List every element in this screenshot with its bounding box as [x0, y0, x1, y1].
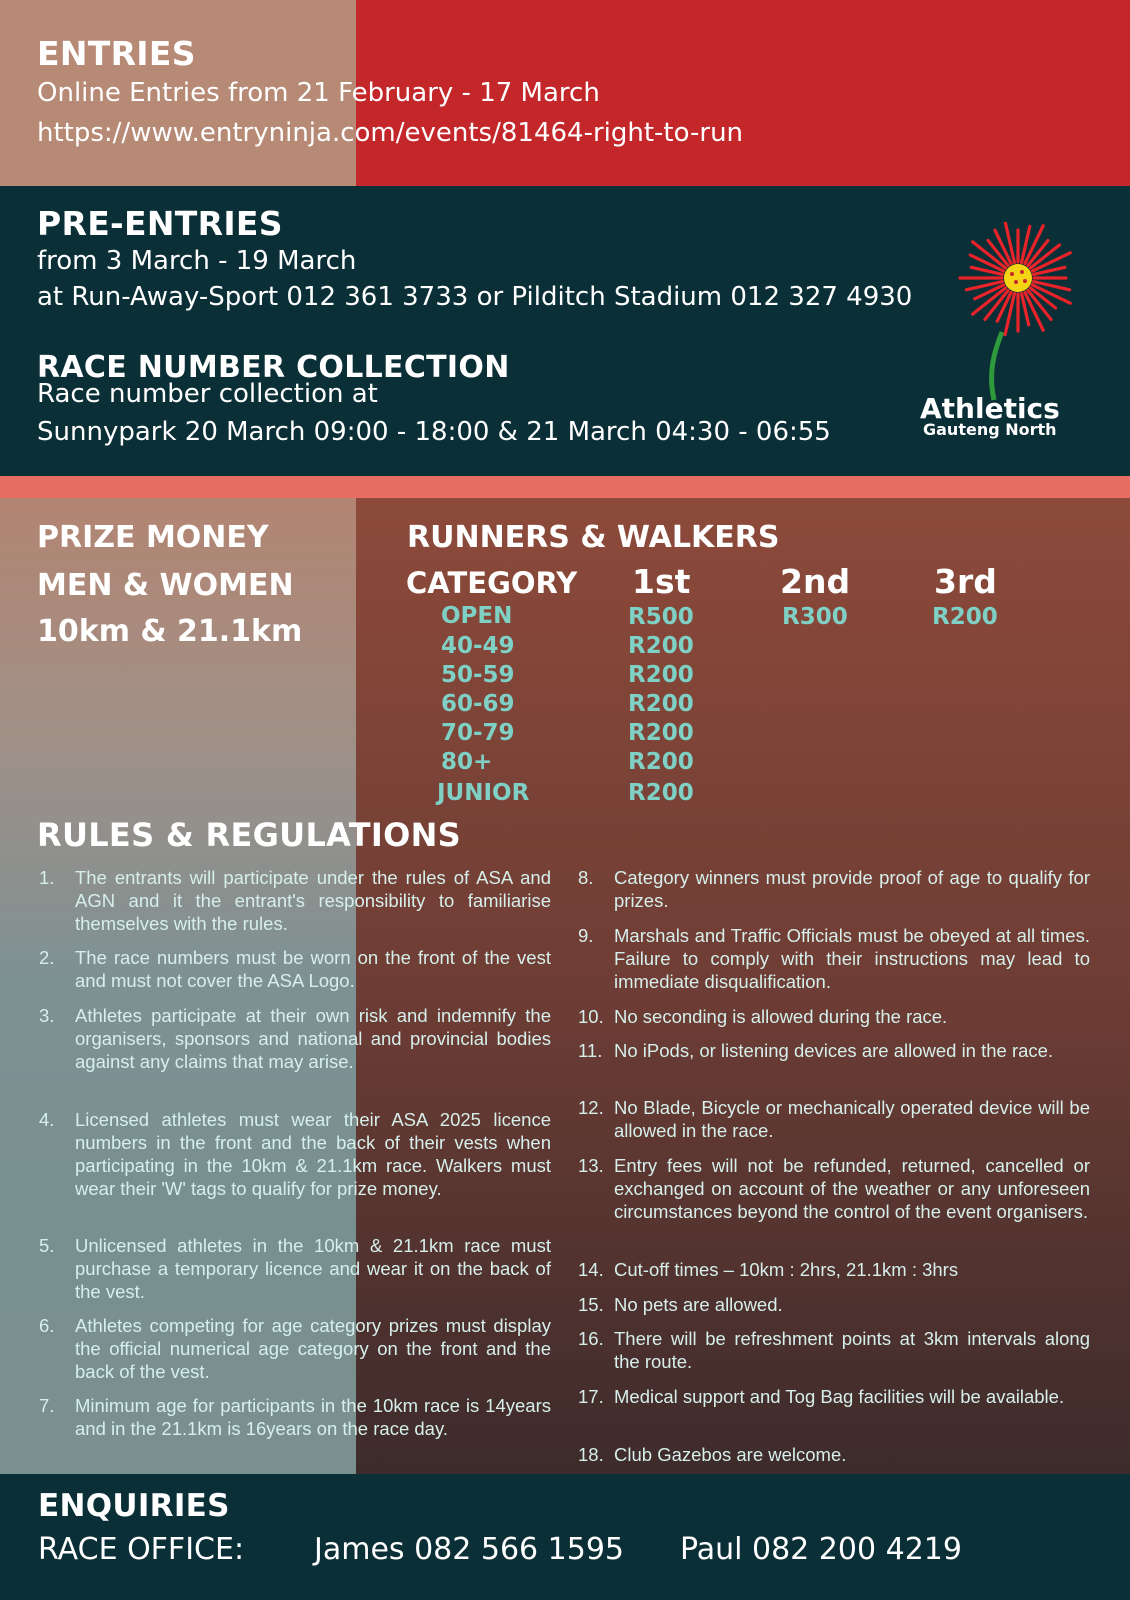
pre-entries-section: [0, 186, 1130, 476]
rule-number: 6.: [39, 1315, 55, 1336]
enquiries-section: [0, 1474, 1130, 1600]
rule-item: [578, 866, 1090, 912]
first-prize-cell: R200: [628, 720, 694, 746]
category-cell: 80+: [441, 749, 493, 775]
rule-number: 12.: [578, 1097, 604, 1118]
distances-heading: 10km & 21.1km: [37, 614, 303, 649]
category-cell: 70-79: [441, 720, 515, 746]
rule-text: Athletes competing for age category prizes must display the official numerical age category on the front and the back of the vest.: [75, 1315, 551, 1382]
col-header-2nd: 2nd: [780, 562, 851, 601]
logo-text-gauteng-north: Gauteng North: [923, 420, 1057, 439]
rule-item: [578, 1005, 1090, 1028]
rule-number: 5.: [39, 1235, 55, 1256]
rule-number: 14.: [578, 1259, 604, 1280]
prize-table: [0, 560, 1130, 810]
rule-item: [578, 1258, 1090, 1281]
rule-text: Club Gazebos are welcome.: [614, 1444, 847, 1465]
rule-number: 8.: [578, 867, 594, 888]
rule-number: 7.: [39, 1395, 55, 1416]
entries-dates: Online Entries from 21 February - 17 March: [37, 78, 600, 108]
rule-text: No iPods, or listening devices are allowed in the race.: [614, 1040, 1054, 1061]
rule-item: [578, 1293, 1090, 1316]
rule-number: 11.: [578, 1040, 603, 1061]
prize-money-heading: PRIZE MONEY: [37, 520, 269, 555]
rule-text: Licensed athletes must wear their ASA 2025 licence numbers in the front and the back of their vests when participating in the 10km & 21.1km race. Walkers must wear their 'W' tags to qualify for prize money.: [75, 1109, 551, 1199]
rules-heading: RULES & REGULATIONS: [37, 816, 461, 854]
rule-item: [578, 1327, 1090, 1373]
first-prize-cell: R200: [628, 780, 694, 806]
rule-text: Entry fees will not be refunded, returned, cancelled or exchanged on account of the weather or any unforeseen circumstances beyond the control of the event organisers.: [614, 1155, 1090, 1222]
first-prize-cell: R500: [628, 604, 694, 630]
rule-number: 17.: [578, 1386, 604, 1407]
rule-item: [39, 1108, 551, 1200]
collection-line1: Race number collection at: [37, 379, 378, 409]
third-prize-cell: R200: [932, 604, 998, 630]
rule-number: 9.: [578, 925, 594, 946]
enquiries-heading: ENQUIRIES: [38, 1488, 230, 1524]
divider-stripe: [0, 476, 1130, 498]
contact-james[interactable]: James 082 566 1595: [314, 1532, 625, 1567]
first-prize-cell: R200: [628, 633, 694, 659]
rule-item: [578, 1154, 1090, 1223]
rule-item: [39, 866, 551, 935]
rule-item: [578, 1385, 1090, 1408]
rule-number: 1.: [39, 867, 55, 888]
category-cell: 40-49: [441, 633, 515, 659]
rule-number: 15.: [578, 1294, 604, 1315]
rule-text: The race numbers must be worn on the front of the vest and must not cover the ASA Logo.: [75, 947, 551, 991]
flower-icon: [930, 222, 1100, 402]
rule-number: 10.: [578, 1006, 604, 1027]
rule-number: 3.: [39, 1005, 55, 1026]
col-header-3rd: 3rd: [934, 562, 997, 601]
col-header-category: CATEGORY: [406, 566, 578, 600]
rule-text: Medical support and Tog Bag facilities will be available.: [614, 1386, 1065, 1407]
col-header-1st: 1st: [632, 562, 691, 601]
rule-text: There will be refreshment points at 3km intervals along the route.: [614, 1328, 1090, 1372]
rule-text: Athletes participate at their own risk and indemnify the organisers, sponsors and national and provincial bodies against any claims that may arise.: [75, 1005, 551, 1072]
first-prize-cell: R200: [628, 691, 694, 717]
athletics-gauteng-north-logo: [920, 222, 1100, 452]
rule-text: Marshals and Traffic Officials must be obeyed at all times. Failure to comply with their instructions may lead to immediate disqualification.: [614, 925, 1090, 992]
category-cell: JUNIOR: [437, 780, 530, 806]
rule-item: [578, 924, 1090, 993]
runners-walkers-heading: RUNNERS & WALKERS: [407, 520, 780, 555]
rule-number: 18.: [578, 1444, 604, 1465]
contact-paul[interactable]: Paul 082 200 4219: [680, 1532, 962, 1567]
collection-line2: Sunnypark 20 March 09:00 - 18:00 & 21 March 04:30 - 06:55: [37, 417, 831, 447]
men-women-heading: MEN & WOMEN: [37, 568, 294, 603]
rule-item: [578, 1039, 1090, 1062]
first-prize-cell: R200: [628, 662, 694, 688]
rule-item: [39, 1004, 551, 1073]
rule-item: [39, 946, 551, 992]
rule-text: Minimum age for participants in the 10km race is 14years and in the 21.1km is 16years on the race day.: [75, 1395, 551, 1439]
category-cell: 50-59: [441, 662, 515, 688]
first-prize-cell: R200: [628, 749, 694, 775]
pre-entries-dates: from 3 March - 19 March: [37, 246, 357, 276]
entries-url-link[interactable]: https://www.entryninja.com/events/81464-right-to-run: [37, 118, 744, 148]
logo-text-athletics: Athletics: [920, 392, 1060, 425]
race-office-label: RACE OFFICE:: [38, 1532, 245, 1567]
rule-text: Unlicensed athletes in the 10km & 21.1km race must purchase a temporary licence and wear it on the back of the vest.: [75, 1235, 551, 1302]
second-prize-cell: R300: [782, 604, 848, 630]
rule-number: 2.: [39, 947, 55, 968]
rule-item: [39, 1314, 551, 1383]
rule-item: [578, 1096, 1090, 1142]
category-cell: OPEN: [441, 603, 513, 629]
rule-text: No seconding is allowed during the race.: [614, 1006, 948, 1027]
collection-heading: RACE NUMBER COLLECTION: [37, 350, 510, 385]
entries-section: [0, 0, 1130, 186]
category-cell: 60-69: [441, 691, 515, 717]
pre-entries-venues: at Run-Away-Sport 012 361 3733 or Pilditch Stadium 012 327 4930: [37, 282, 913, 312]
entries-heading: ENTRIES: [37, 34, 196, 73]
rule-number: 13.: [578, 1155, 604, 1176]
rule-text: The entrants will participate under the rules of ASA and AGN and it the entrant's responsibility to familiarise themselves with the rules.: [75, 867, 551, 934]
rule-item: [39, 1234, 551, 1303]
rule-number: 16.: [578, 1328, 604, 1349]
rule-item: [39, 1394, 551, 1440]
rule-text: No pets are allowed.: [614, 1294, 783, 1315]
rule-text: Cut-off times – 10km : 2hrs, 21.1km : 3hrs: [614, 1259, 959, 1280]
rule-number: 4.: [39, 1109, 55, 1130]
rule-text: Category winners must provide proof of age to qualify for prizes.: [614, 867, 1090, 911]
rule-item: [578, 1443, 1090, 1466]
rule-text: No Blade, Bicycle or mechanically operated device will be allowed in the race.: [614, 1097, 1090, 1141]
pre-entries-heading: PRE-ENTRIES: [37, 204, 283, 243]
